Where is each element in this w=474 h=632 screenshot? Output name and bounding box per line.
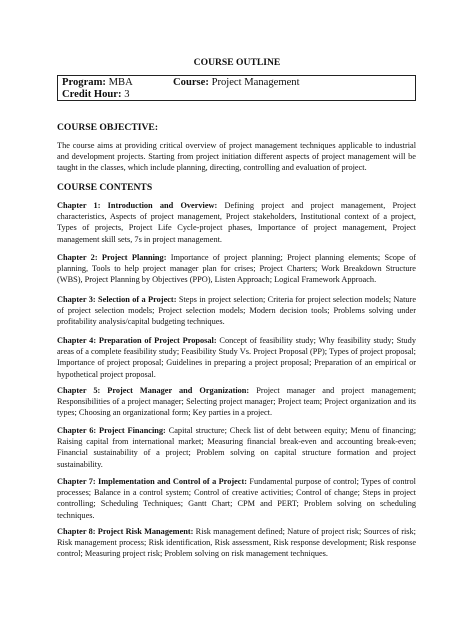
chapter-7 — [57, 476, 416, 521]
chapter-6-title: Chapter 6: Project Financing: — [57, 426, 166, 435]
chapter-3-title: Chapter 3: Selection of a Project: — [57, 295, 177, 304]
course-label: Course: — [173, 77, 209, 88]
chapter-7-title: Chapter 7: Implementation and Control of a Project: — [57, 477, 248, 486]
chapter-2-title: Chapter 2: Project Planning: — [57, 253, 167, 262]
chapter-1-text: Defining project and project management, Project characteristics, Aspects of project management, Project stakeholders, Institutional context of a project, Types of projects, Project Life Cycle-project phases, Importance of project management, Project management skill sets, 7s in project management. — [57, 201, 416, 244]
chapter-4 — [57, 335, 416, 380]
chapter-7-text: Fundamental purpose of control; Types of control processes; Balance in a control system; Control of creative activities; Control of change; Steps in project controlling; Scheduling Techniques; Gantt Chart; CPM and PERT; Problem solving on scheduling techniques. — [57, 477, 416, 520]
chapter-5-title: Chapter 5: Project Manager and Organization: — [57, 386, 250, 395]
program-value: MBA — [108, 77, 133, 88]
chapter-1 — [57, 200, 416, 245]
program-row — [62, 77, 133, 89]
chapter-3 — [57, 294, 416, 328]
course-value: Project Management — [211, 77, 300, 88]
credit-label: Credit Hour: — [62, 89, 122, 100]
chapter-2-text: Importance of project planning; Project planning elements; Scope of planning, Tools to help project manager plan for crises; Project Charters; Work Breakdown Structure (WBS), Project Planning by Objectives (PPO), Listen Approach; Logical Framework Approach. — [57, 253, 416, 285]
chapter-8-title: Chapter 8: Project Risk Management: — [57, 527, 194, 536]
objective-heading: COURSE OBJECTIVE: — [57, 122, 159, 133]
chapter-8 — [57, 526, 416, 560]
chapter-5-text: Project manager and project management; Responsibilities of a project manager; Selecting project manager; Project team; Project organization and its types; Choosing an organizational form; Key parties in a project. — [57, 386, 416, 418]
course-info-box — [57, 75, 416, 101]
credit-value: 3 — [124, 89, 130, 100]
chapter-8-text: Risk management defined; Nature of project risk; Sources of risk; Risk management process; Risk identification, Risk assessment, Risk response development; Risk response control; Measuring project risk; Problem solving on risk management techniques. — [57, 527, 416, 559]
chapter-3-text: Steps in project selection; Criteria for project selection models; Nature of project selection models; Project selection models; Modern decision tools; Problems solving under profitability analysis/capital budgeting techniques. — [57, 295, 416, 327]
chapter-6 — [57, 425, 416, 470]
objective-text: The course aims at providing critical overview of project management techniques applicable to industrial and development projects. Starting from project initiation different aspects of project management will be taught in the classes, which include planning, directing, controlling and evaluation of project. — [57, 141, 416, 173]
contents-heading: COURSE CONTENTS — [57, 182, 153, 193]
chapter-5 — [57, 385, 416, 419]
chapter-2 — [57, 252, 416, 286]
page-title: COURSE OUTLINE — [193, 57, 281, 68]
program-label: Program: — [62, 77, 106, 88]
credit-row — [62, 89, 130, 101]
course-row — [173, 77, 300, 89]
chapter-4-title: Chapter 4: Preparation of Project Proposal: — [57, 336, 217, 345]
chapter-4-text: Concept of feasibility study; Why feasibility study; Study areas of a complete feasibility study; Feasibility Study Vs. Project Proposal (PP); Types of project proposal; Importance of project proposal; Guidelines in preparing a project proposal; Preparation of an empirical or hypothetical project proposal. — [57, 336, 416, 379]
chapter-1-title: Chapter 1: Introduction and Overview: — [57, 201, 218, 210]
chapter-6-text: Capital structure; Check list of debt between equity; Menu of financing; Raising capital from international market; Measuring financial break-even and accounting break-even; Financial sustainability of a project; Problem solving on capital structure formation and project sustainability. — [57, 426, 416, 469]
